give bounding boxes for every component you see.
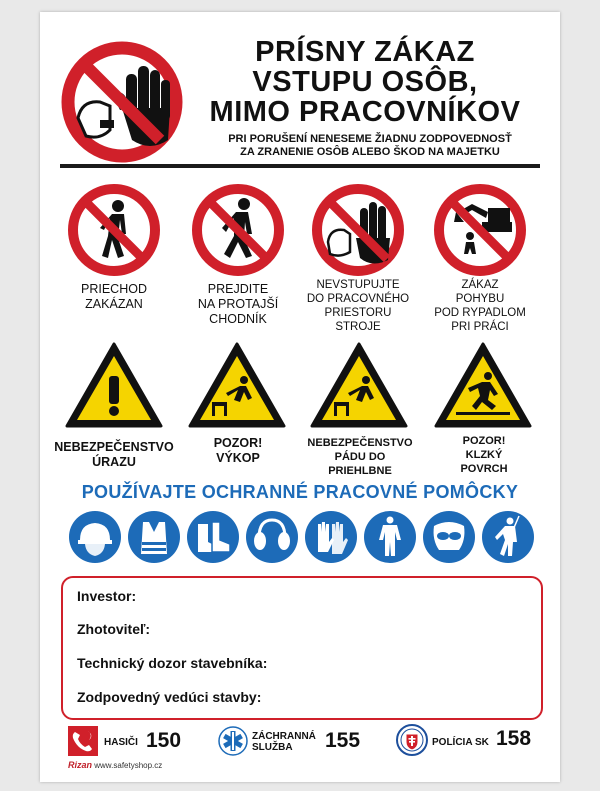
no-entry-hand-icon: [60, 40, 184, 164]
ppe-title: POUŽÍVAJTE OCHRANNÉ PRACOVNÉ POMÔCKY: [81, 482, 519, 502]
police-label: POLÍCIA SK: [432, 737, 489, 748]
title-line: PRÍSNY ZÁKAZ: [255, 36, 475, 68]
subtitle-line: PRI PORUŠENÍ NENESEME ŽIADNU ZODPOVEDNOSŤ: [228, 133, 512, 145]
caption-line: POZOR!: [213, 436, 263, 450]
safety-boots-icon: [187, 511, 239, 563]
no-entry-hand-icon: [310, 182, 406, 278]
exclamation-warning-icon: [63, 340, 165, 430]
safety-goggles-icon: [423, 511, 475, 563]
investor-label: Investor:: [77, 588, 137, 604]
caption-line: NEBEZPEČENSTVO: [307, 437, 413, 449]
sign-caption: [52, 440, 176, 470]
fire-dept-number: 150: [146, 729, 182, 752]
caption-line: PRI PRÁCI: [451, 321, 509, 333]
contractor-label: Zhotoviteľ:: [77, 621, 151, 637]
ambulance-label-line: ZÁCHRANNÁ: [252, 731, 316, 742]
ambulance-label-line: SLUŽBA: [252, 742, 293, 753]
brand-footer: [68, 760, 162, 770]
sign-caption: [186, 436, 290, 466]
caption-line: PÁDU DO: [334, 451, 386, 463]
caption-line: PRIESTORU: [324, 307, 392, 319]
caption-line: PREJDITE: [207, 282, 269, 296]
no-pedestrian-icon: [190, 182, 286, 278]
caption-line: POVRCH: [460, 463, 508, 475]
site-manager-label: Zodpovedný vedúci stavby:: [77, 689, 262, 705]
safety-vest-icon: [128, 511, 180, 563]
caption-line: KLZKÝ: [465, 449, 503, 461]
ambulance-number: 155: [325, 729, 361, 752]
caption-line: POZOR!: [462, 435, 506, 447]
caption-line: CHODNÍK: [209, 312, 267, 326]
fire-dept-label: HASIČI: [104, 737, 138, 748]
hard-hat-icon: [69, 511, 121, 563]
harness-icon: [482, 511, 534, 563]
sign-caption: [186, 282, 290, 327]
caption-line: ZAKÁZAN: [85, 297, 143, 311]
fall-hazard-icon: [308, 340, 410, 430]
caption-line: ZÁKAZ: [461, 279, 499, 291]
caption-line: VÝKOP: [216, 451, 260, 465]
gloves-icon: [305, 511, 357, 563]
brand-url: www.safetyshop.cz: [94, 761, 163, 770]
ppe-icons: [68, 510, 538, 566]
caption-line: PRIEHLBNE: [328, 465, 392, 477]
caption-line: STROJE: [335, 321, 381, 333]
info-box: [61, 576, 543, 720]
fall-hazard-icon: [186, 340, 288, 430]
ambulance-label: [252, 731, 316, 753]
caption-line: POHYBU: [455, 293, 505, 305]
sign-caption: [304, 278, 412, 334]
fire-phone-icon: [68, 726, 98, 756]
caption-line: PRIECHOD: [81, 282, 147, 296]
caption-line: DO PRACOVNÉHO: [306, 293, 410, 305]
brand-logo: Rizan: [68, 760, 93, 770]
sign-caption: [426, 278, 534, 334]
overalls-icon: [364, 511, 416, 563]
subtitle-line: ZA ZRANENIE OSÔB ALEBO ŠKOD NA MAJETKU: [240, 146, 500, 158]
sign-caption: [432, 434, 536, 476]
caption-line: POD RYPADLOM: [434, 307, 526, 319]
supervisor-label: Technický dozor stavebníka:: [77, 655, 268, 671]
caption-line: NA PROTAJŠÍ: [197, 297, 279, 311]
no-walk-under-excavator-icon: [432, 182, 528, 278]
police-badge-icon: [396, 724, 428, 756]
ear-protection-icon: [246, 511, 298, 563]
no-pedestrian-icon: [66, 182, 162, 278]
page-title: [195, 37, 535, 127]
sign-caption: [300, 436, 420, 478]
title-line: MIMO PRACOVNÍKOV: [209, 96, 521, 128]
divider: [60, 164, 540, 168]
sign-caption: [62, 282, 166, 312]
caption-line: NEBEZPEČENSTVO: [54, 440, 174, 454]
title-line: VSTUPU OSÔB,: [252, 66, 478, 98]
caption-line: ÚRAZU: [92, 455, 136, 469]
page-subtitle: [200, 133, 540, 159]
caption-line: NEVSTUPUJTE: [316, 279, 400, 291]
police-number: 158: [496, 727, 532, 750]
star-of-life-icon: [218, 726, 248, 756]
slippery-surface-icon: [432, 340, 534, 430]
